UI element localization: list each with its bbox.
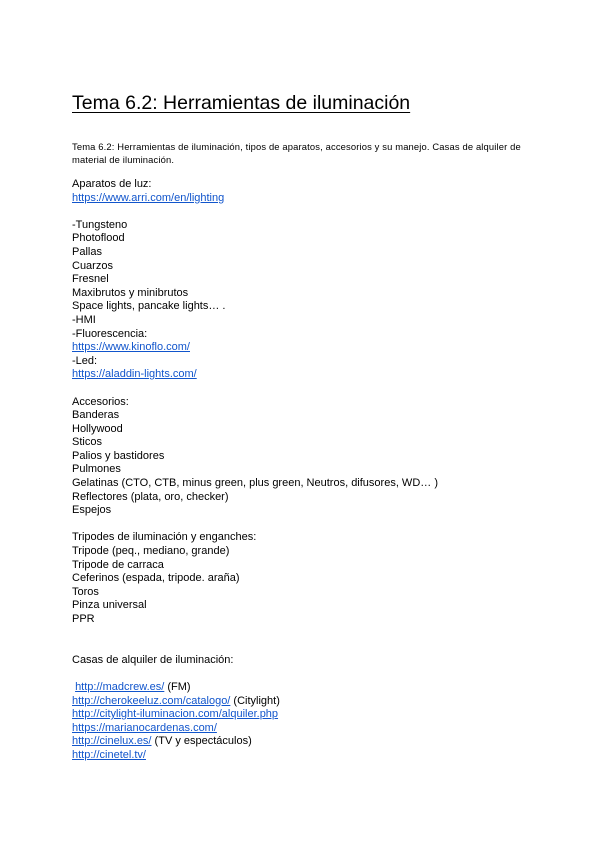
line-text: Cuarzos <box>72 259 113 272</box>
text-line <box>72 314 438 328</box>
link-line <box>72 681 438 695</box>
line-text: Maxibrutos y minibrutos <box>72 286 189 299</box>
blank-line <box>72 627 438 641</box>
link-annotation: (Citylight) <box>230 694 280 707</box>
line-text: Space lights, pancake lights… . <box>72 300 226 313</box>
text-line <box>72 328 438 342</box>
line-text: Ceferinos (espada, tripode. araña) <box>72 572 240 585</box>
line-text: -HMI <box>72 313 96 326</box>
text-line <box>72 559 438 573</box>
text-line <box>72 436 438 450</box>
line-text: Tripode (peq., mediano, grande) <box>72 545 230 558</box>
line-text: Accesorios: <box>72 395 129 408</box>
line-text: Gelatinas (CTO, CTB, minus green, plus green, Neutros, difusores, WD… ) <box>72 477 438 490</box>
line-text: Palios y bastidores <box>72 449 165 462</box>
line-text: Fresnel <box>72 273 109 286</box>
text-line <box>72 572 438 586</box>
hyperlink[interactable]: http://cherokeeluz.com/catalogo/ <box>72 694 231 707</box>
line-text: Pallas <box>72 245 102 258</box>
line-text: -Led: <box>72 354 98 367</box>
text-line <box>72 273 438 287</box>
text-line <box>72 409 438 423</box>
link-line <box>72 749 438 763</box>
hyperlink[interactable]: http://madcrew.es/ <box>75 680 165 693</box>
line-text: Casas de alquiler de iluminación: <box>72 653 234 666</box>
line-text: Sticos <box>72 436 102 449</box>
link-line <box>72 368 438 382</box>
text-line <box>72 219 438 233</box>
blank-line <box>72 382 438 396</box>
text-line <box>72 287 438 301</box>
line-text: -Fluorescencia: <box>72 327 148 340</box>
blank-line <box>72 640 438 654</box>
line-text: PPR <box>72 613 95 625</box>
hyperlink[interactable]: https://www.kinoflo.com/ <box>72 341 190 354</box>
link-annotation: (FM) <box>164 680 191 693</box>
line-text: -Tungsteno <box>72 218 128 231</box>
line-text: Aparatos de luz: <box>72 178 152 190</box>
link-line <box>72 708 438 722</box>
page-title: Tema 6.2: Herramientas de iluminación <box>72 92 411 114</box>
text-line <box>72 477 438 491</box>
line-text: Banderas <box>72 409 120 422</box>
content-lines <box>72 178 438 763</box>
text-line <box>72 545 438 559</box>
line-text: Tripodes de iluminación y enganches: <box>72 531 257 544</box>
text-line <box>72 599 438 613</box>
text-line <box>72 450 438 464</box>
text-line <box>72 396 438 410</box>
line-text: Reflectores (plata, oro, checker) <box>72 490 229 503</box>
line-text: Hollywood <box>72 422 123 435</box>
text-line <box>72 504 438 518</box>
line-text: Pinza universal <box>72 599 147 612</box>
text-line <box>72 260 438 274</box>
link-line <box>72 722 438 736</box>
line-text: Photoflood <box>72 232 125 245</box>
text-line <box>72 491 438 505</box>
text-line <box>72 463 438 477</box>
hyperlink[interactable]: https://aladdin-lights.com/ <box>72 368 197 381</box>
blank-line <box>72 205 438 219</box>
text-line <box>72 613 438 627</box>
intro-paragraph: Tema 6.2: Herramientas de iluminación, tipos de aparatos, accesorios y su manejo. Casas de alquiler de material de iluminación. <box>72 141 521 165</box>
line-text: Espejos <box>72 504 112 517</box>
line-text: Tripode de carraca <box>72 558 164 571</box>
link-line <box>72 341 438 355</box>
text-line <box>72 178 438 192</box>
hyperlink[interactable]: http://cinelux.es/ <box>72 735 152 748</box>
line-text: Toros <box>72 585 99 598</box>
hyperlink[interactable]: https://marianocardenas.com/ <box>72 721 217 734</box>
text-line <box>72 300 438 314</box>
blank-line <box>72 518 438 532</box>
link-line <box>72 192 438 206</box>
text-line <box>72 531 438 545</box>
hyperlink[interactable]: http://cinetel.tv/ <box>72 748 146 761</box>
text-line <box>72 232 438 246</box>
text-line <box>72 586 438 600</box>
text-line <box>72 654 438 668</box>
link-line <box>72 735 438 749</box>
blank-line <box>72 667 438 681</box>
text-line <box>72 423 438 437</box>
link-annotation: (TV y espectáculos) <box>151 735 252 748</box>
hyperlink[interactable]: http://citylight-iluminacion.com/alquiler.php <box>72 708 279 721</box>
text-line <box>72 355 438 369</box>
line-text: Pulmones <box>72 463 121 476</box>
text-line <box>72 246 438 260</box>
link-line <box>72 695 438 709</box>
hyperlink[interactable]: https://www.arri.com/en/lighting <box>72 191 225 204</box>
